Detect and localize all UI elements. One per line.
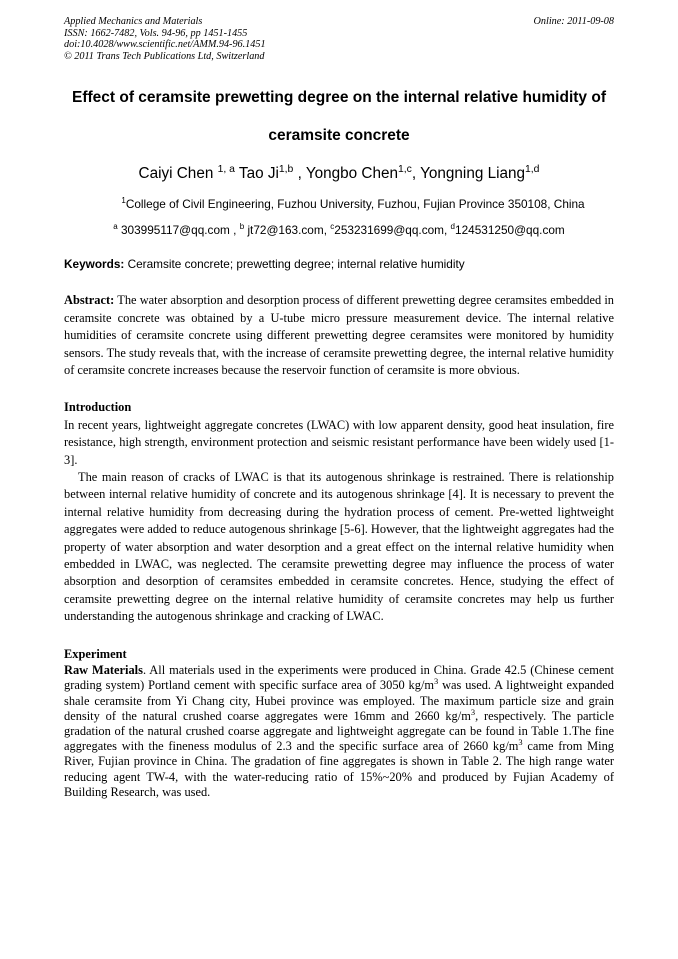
raw-materials-text-4: came from Ming River, Fujian province in China. The gradation of fine aggregates is shown in Table 2. The high range water reducing agent TW-4, with the water-reducing ratio of 15%~20% and produced by Fujian Academy of Building Research, was used. <box>64 739 614 799</box>
raw-materials-paragraph <box>64 663 614 800</box>
author-name: Caiyi Chen <box>138 165 214 183</box>
online-date: Online: 2011-09-08 <box>533 16 614 27</box>
abstract <box>64 292 614 379</box>
unit-superscript: 3 <box>470 706 476 717</box>
journal-header <box>64 16 614 62</box>
email-link[interactable]: 253231699@qq.com <box>334 223 444 238</box>
raw-materials-text-1: . All materials used in the experiments were produced in China. Grade 42.5 (Chinese cement grading system) Portland cement with specific surface area of 3050 kg/m <box>64 663 614 693</box>
raw-materials-text-3: , respectively. The particle gradation of the natural crushed coarse aggregate and lightweight aggregate can be found in Table 1.The fine aggregates with the fineness modulus of 2.3 and the specific surface area of 2660 kg/m <box>64 708 614 754</box>
unit-superscript: 3 <box>434 676 439 687</box>
raw-materials-label: Raw Materials <box>64 663 143 678</box>
author-superscript: 1,d <box>525 164 540 176</box>
copyright-line: © 2011 Trans Tech Publications Ltd, Switzerland <box>64 50 265 62</box>
affiliation-superscript: 1 <box>121 196 126 206</box>
author-superscript: 1,b <box>278 164 294 176</box>
email-superscript: b <box>239 222 245 232</box>
email-link[interactable]: 303995117@qq.com <box>121 223 230 238</box>
raw-materials-text-2: was used. A lightweight expanded shale ceramsite from Yi Chang city, Hubei province was employed. The maximum particle size and grain density of the natural crushed coarse aggregates were 16mm and 2660 kg/m <box>64 678 614 723</box>
author-name: Yongbo Chen <box>305 165 398 183</box>
keywords <box>64 256 614 272</box>
doi-line: doi:10.4028/www.scientific.net/AMM.94-96.1451 <box>64 39 266 51</box>
intro-paragraph-2: The main reason of cracks of LWAC is that its autogenous shrinkage is restrained. There is relationship between internal relative humidity of concrete and its autogenous shrinkage [4]. It is necessary to prevent the internal relative humidity from decreasing during the hydration process of cement. Pre-wetted lightweight aggregates were added to reduce autogenous shrinkage [5-6]. However, that the lightweight aggregates had the property of water absorption and water desorption and a great effect on the internal relative humidity when embedded in LWAC, was neglected. The ceramsite prewetting degree may influence the process of water absorption and desorption of ceramsites embedded in ceramsite concretes. Hence, studying the effect of ceramsite prewetting degree on the internal relative humidity of ceramsite concretes may help us further understanding the autogenous shrinkage and cracking of LWAC. <box>64 470 614 624</box>
email-link[interactable]: 124531250@qq.com <box>455 223 565 238</box>
email-superscript: c <box>330 222 335 232</box>
author-name: Tao Ji <box>238 165 279 183</box>
author-list: Caiyi Chen $^{1, a}$ Tao Ji$^{1,b}$ , Yongbo Chen$^{1,c}$, Yongning Liang$^{1,d}$ <box>138 164 540 183</box>
title-line-2: ceramsite concrete <box>268 127 410 145</box>
title-line-1: Effect of ceramsite prewetting degree on the internal relative humidity of <box>71 89 606 107</box>
author-name: Yongning Liang <box>420 165 526 183</box>
unit-superscript: 3 <box>518 736 523 747</box>
abstract-text: The water absorption and desorption process of different prewetting degree ceramsites embedded in ceramsite concrete was obtained by a U-tube micro pressure measurement device. The internal relative humidities of ceramsite concrete using different prewetting degree ceramsites were monitored by humidity sensors. The study reveals that, with the increase of ceramsite prewetting degree, the internal relative humidity of ceramsite concrete increases because the reservoir function of ceramsite is more obvious. <box>64 293 614 377</box>
author-superscript: 1,c <box>397 164 412 176</box>
email-superscript: a <box>113 222 118 232</box>
email-superscript: d <box>450 222 456 232</box>
section-heading-experiment: Experiment <box>64 646 127 661</box>
section-heading-introduction: Introduction <box>64 400 132 415</box>
issn-line: ISSN: 1662-7482, Vols. 94-96, pp 1451-1455 <box>64 27 248 39</box>
intro-paragraph-1: In recent years, lightweight aggregate concretes (LWAC) with low apparent density, good heat insulation, fire resistance, high strength, environment protection and seismic resistant performance have been widely used [1-3]. <box>64 417 614 467</box>
keywords-label: Keywords: <box>64 257 125 272</box>
author-superscript: 1, a <box>217 164 235 176</box>
email-list: $^a$ 303995117@qq.com , $^b$ jt72@163.com, $^c$253231699@qq.com, $^d$124531250@qq.com <box>113 222 565 238</box>
affiliation-text: College of Civil Engineering, Fuzhou University, Fuzhou, Fujian Province 350108, China <box>125 197 585 212</box>
journal-name: Applied Mechanics and Materials <box>64 16 203 27</box>
keywords-text: Ceramsite concrete; prewetting degree; internal relative humidity <box>127 257 465 272</box>
paper-title <box>64 88 614 146</box>
abstract-label: Abstract: <box>64 293 115 308</box>
affiliation <box>64 196 614 212</box>
email-link[interactable]: jt72@163.com <box>247 223 324 238</box>
